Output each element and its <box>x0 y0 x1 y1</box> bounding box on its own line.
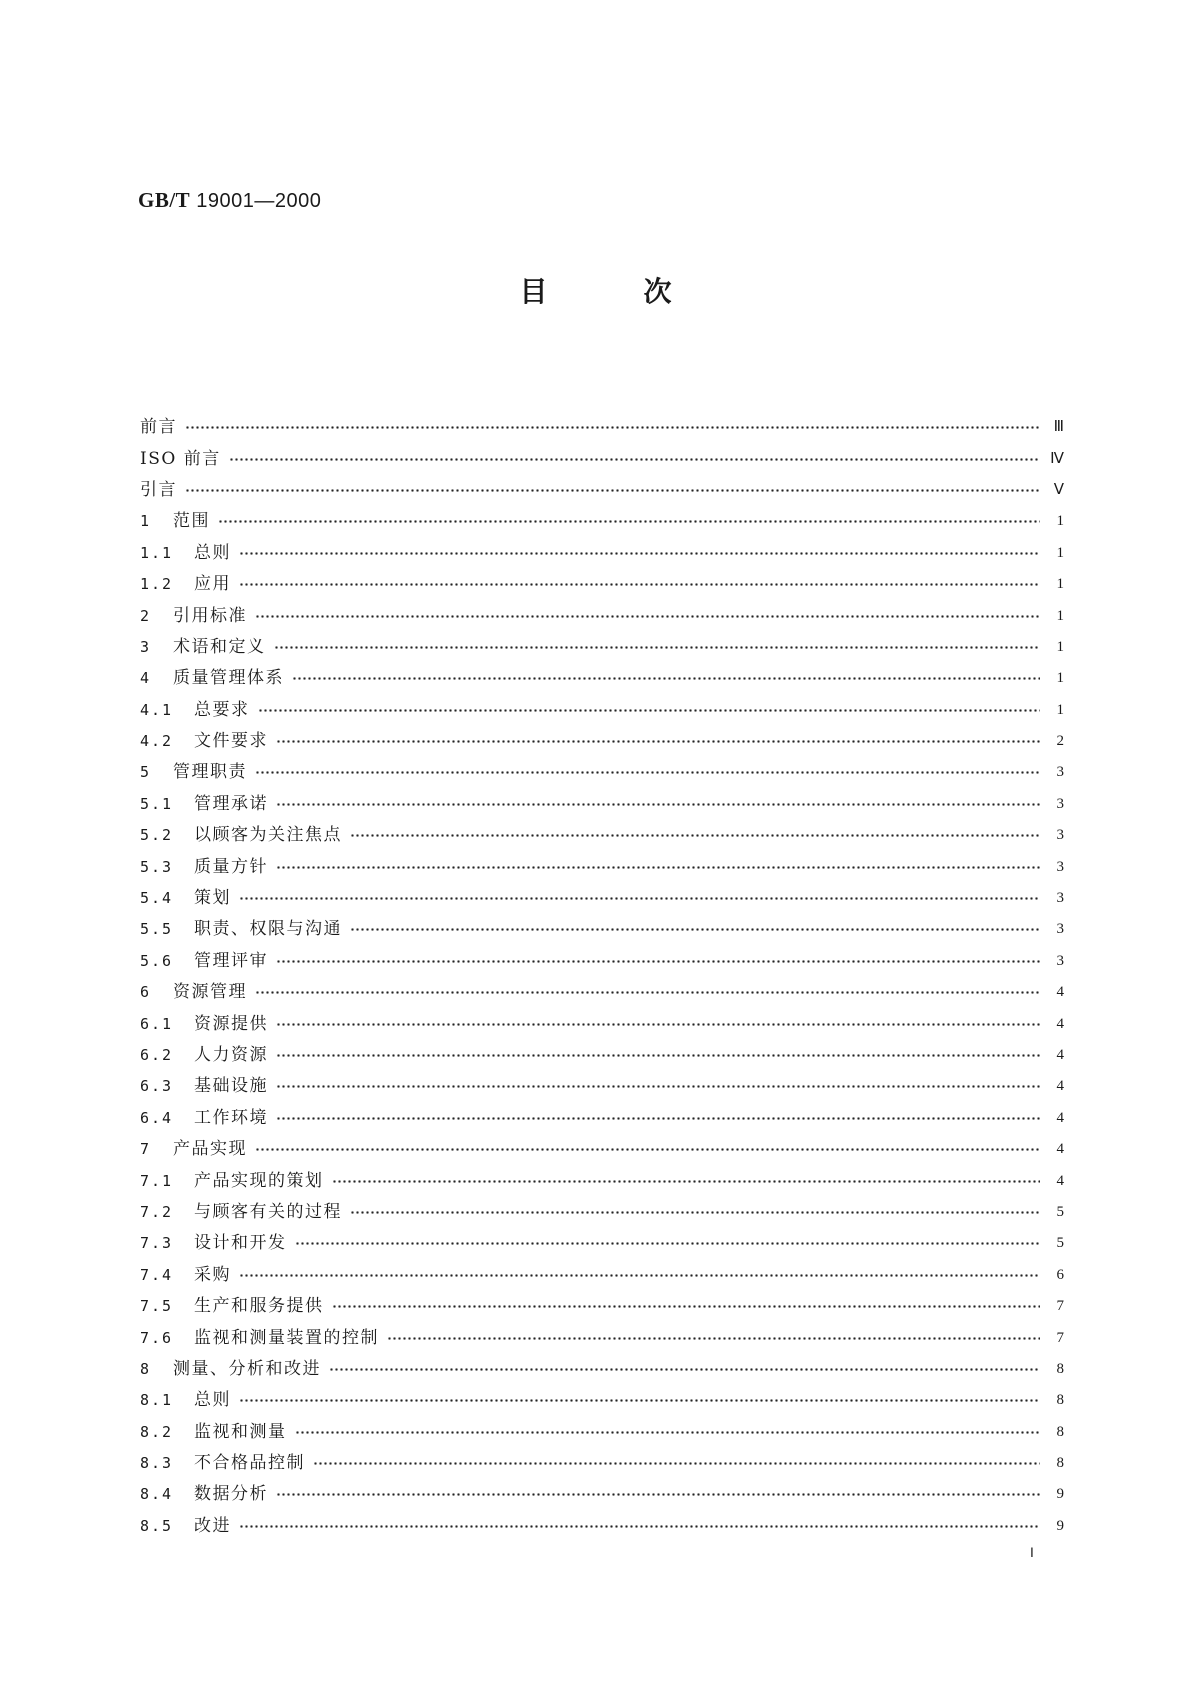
toc-dot-leader <box>276 960 1040 963</box>
toc-entry[interactable] <box>140 1228 1064 1259</box>
toc-entry-page: 9 <box>1056 1517 1064 1534</box>
toc-dot-leader <box>185 426 1040 429</box>
toc-entry-title: 监视和测量 <box>194 1421 287 1442</box>
toc-entry-page: 1 <box>1056 638 1064 655</box>
toc-entry[interactable] <box>140 1008 1064 1039</box>
toc-entry-title: 总则 <box>194 542 231 563</box>
toc-entry[interactable] <box>140 1291 1064 1322</box>
toc-entry-number: 6.1 <box>140 1014 174 1033</box>
toc-entry-title: ISO 前言 <box>140 448 221 469</box>
toc-entry-title: 引用标准 <box>173 605 247 626</box>
toc-entry-title: 以顾客为关注焦点 <box>194 825 342 846</box>
toc-entry[interactable] <box>140 1511 1064 1542</box>
toc-dot-leader <box>276 1054 1040 1057</box>
toc-entry[interactable] <box>140 1040 1064 1071</box>
toc-entry-title: 资源管理 <box>173 982 247 1003</box>
toc-entry-title: 产品实现的策划 <box>194 1170 324 1191</box>
toc-dot-leader <box>295 1242 1041 1245</box>
toc-entry-page: 4 <box>1056 1078 1064 1095</box>
toc-entry[interactable] <box>140 632 1064 663</box>
toc-entry-page: 4 <box>1056 1141 1064 1158</box>
page-title <box>0 275 1191 308</box>
toc-entry-title: 总要求 <box>194 699 250 720</box>
toc-entry-page: 5 <box>1056 1235 1064 1252</box>
toc-entry[interactable] <box>140 506 1064 537</box>
toc-entry-title: 产品实现 <box>173 1139 247 1160</box>
toc-entry-number: 5.3 <box>140 857 174 876</box>
toc-entry-number: 7.6 <box>140 1328 174 1347</box>
toc-entry-page: 3 <box>1056 921 1064 938</box>
toc-entry-page: 8 <box>1056 1360 1064 1377</box>
toc-entry[interactable] <box>140 726 1064 757</box>
toc-entry-number: 7.4 <box>140 1265 174 1284</box>
toc-dot-leader <box>239 552 1040 555</box>
toc-entry-page: 3 <box>1056 952 1064 969</box>
toc-entry-title: 生产和服务提供 <box>194 1296 324 1317</box>
toc-entry-page: 3 <box>1056 827 1064 844</box>
toc-entry-title: 基础设施 <box>194 1076 268 1097</box>
toc-entry-title: 人力资源 <box>194 1045 268 1065</box>
toc-entry-number: 6.2 <box>140 1046 174 1064</box>
toc-dot-leader <box>387 1337 1040 1340</box>
standard-code-number: 19001—2000 <box>190 190 322 212</box>
toc-dot-leader <box>255 1148 1040 1151</box>
standard-code <box>138 188 321 213</box>
toc-entry-number: 4 <box>140 669 152 688</box>
toc-entry[interactable] <box>140 1103 1064 1134</box>
toc-entry-title: 数据分析 <box>194 1484 268 1505</box>
toc-entry[interactable] <box>140 946 1064 977</box>
toc-dot-leader <box>185 489 1040 492</box>
toc-dot-leader <box>350 928 1040 931</box>
toc-entry-title: 管理评审 <box>194 950 268 971</box>
toc-entry-title: 引言 <box>140 479 177 500</box>
toc-entry[interactable] <box>140 1197 1064 1228</box>
toc-entry-page: 4 <box>1056 984 1064 1001</box>
toc-dot-leader <box>313 1462 1040 1465</box>
toc-entry[interactable] <box>140 1479 1064 1510</box>
toc-entry-page: Ⅲ <box>1053 419 1064 436</box>
toc-entry-title: 管理职责 <box>173 762 247 783</box>
toc-entry-page: 4 <box>1056 1172 1064 1189</box>
toc-entry[interactable] <box>140 1417 1064 1448</box>
toc-entry-title: 前言 <box>140 417 177 438</box>
toc-entry-number: 8 <box>140 1359 152 1378</box>
toc-entry-title: 资源提供 <box>194 1013 268 1034</box>
toc-entry-number: 7.1 <box>140 1171 174 1190</box>
toc-dot-leader <box>276 866 1040 869</box>
toc-entry[interactable] <box>140 1071 1064 1102</box>
toc-entry-page: 4 <box>1056 1109 1064 1126</box>
toc-entry-title: 工作环境 <box>194 1107 268 1128</box>
toc-entry-number: 2 <box>140 606 152 625</box>
toc-entry-number: 6.4 <box>140 1108 174 1127</box>
toc-dot-leader <box>239 897 1040 900</box>
toc-entry-number: 1.1 <box>140 543 174 562</box>
toc-entry-page: 4 <box>1056 1015 1064 1032</box>
toc-entry-page: 7 <box>1056 1298 1064 1315</box>
toc-entry[interactable] <box>140 443 1064 474</box>
toc-entry-title: 采购 <box>194 1264 231 1285</box>
toc-entry-page: 2 <box>1056 733 1064 750</box>
toc-entry-number: 5.5 <box>140 920 174 939</box>
toc-dot-leader <box>229 458 1040 461</box>
toc-entry-title: 质量管理体系 <box>173 668 284 689</box>
toc-entry-title: 范围 <box>173 511 210 532</box>
toc-entry-title: 测量、分析和改进 <box>173 1358 321 1379</box>
toc-entry[interactable] <box>140 977 1064 1008</box>
toc-entry-page: 1 <box>1056 513 1064 530</box>
toc-entry[interactable] <box>140 695 1064 726</box>
toc-entry-number: 3 <box>140 637 152 656</box>
toc-dot-leader <box>255 771 1040 774</box>
toc-dot-leader <box>255 991 1040 994</box>
toc-dot-leader <box>239 1274 1040 1277</box>
toc-entry-title: 监视和测量装置的控制 <box>194 1327 379 1348</box>
toc-entry-title: 不合格品控制 <box>194 1453 305 1474</box>
toc-dot-leader <box>255 615 1040 618</box>
toc-entry-number: 6 <box>140 983 152 1002</box>
toc-entry-number: 7.5 <box>140 1297 174 1316</box>
toc-entry[interactable] <box>140 538 1064 569</box>
toc-dot-leader <box>332 1305 1041 1308</box>
toc-entry[interactable] <box>140 600 1064 631</box>
toc-entry-number: 6.3 <box>140 1077 174 1096</box>
toc-entry-page: 8 <box>1056 1392 1064 1409</box>
toc-entry-title: 质量方针 <box>194 856 268 877</box>
toc-entry[interactable] <box>140 475 1064 506</box>
toc-entry-page: 3 <box>1056 795 1064 812</box>
toc-dot-leader <box>350 834 1040 837</box>
toc-entry[interactable] <box>140 412 1064 443</box>
toc-entry-title: 管理承诺 <box>194 793 268 814</box>
toc-entry-title: 改进 <box>194 1515 231 1536</box>
toc-entry-number: 1.2 <box>140 575 174 594</box>
page-number: Ⅰ <box>1030 1545 1034 1560</box>
toc-entry[interactable] <box>140 1385 1064 1416</box>
toc-entry[interactable] <box>140 914 1064 945</box>
table-of-contents <box>140 412 1064 1542</box>
toc-entry-page: 1 <box>1056 670 1064 687</box>
toc-entry-title: 文件要求 <box>194 731 268 752</box>
page-title-char-2: 次 <box>643 275 672 308</box>
toc-entry[interactable] <box>140 820 1064 851</box>
toc-dot-leader <box>332 1180 1041 1183</box>
toc-entry[interactable] <box>140 851 1064 882</box>
toc-entry-number: 5.1 <box>140 794 174 813</box>
toc-entry-page: 1 <box>1056 607 1064 624</box>
toc-entry[interactable] <box>140 1165 1064 1196</box>
toc-entry-page: 8 <box>1056 1423 1064 1440</box>
toc-dot-leader <box>350 1211 1040 1214</box>
toc-dot-leader <box>274 646 1041 649</box>
toc-entry-title: 设计和开发 <box>194 1233 287 1254</box>
standard-code-prefix: GB/T <box>138 188 191 212</box>
toc-entry-number: 4.1 <box>140 700 174 719</box>
toc-entry-page: 5 <box>1056 1203 1064 1220</box>
toc-entry-number: 5.2 <box>140 826 174 845</box>
toc-entry[interactable] <box>140 1322 1064 1353</box>
toc-entry-page: 3 <box>1056 764 1064 781</box>
toc-entry-page: Ⅴ <box>1053 481 1064 498</box>
toc-entry-number: 8.2 <box>140 1422 174 1441</box>
toc-entry[interactable] <box>140 1260 1064 1291</box>
toc-dot-leader <box>276 740 1040 743</box>
toc-entry-page: Ⅳ <box>1050 450 1064 467</box>
toc-entry-page: 8 <box>1056 1455 1064 1472</box>
toc-entry-page: 4 <box>1056 1047 1064 1063</box>
toc-entry-page: 1 <box>1056 576 1064 593</box>
toc-entry[interactable] <box>140 1448 1064 1479</box>
toc-dot-leader <box>276 1085 1040 1088</box>
toc-dot-leader <box>276 803 1040 806</box>
toc-dot-leader <box>239 583 1040 586</box>
toc-entry[interactable] <box>140 1134 1064 1165</box>
toc-entry-number: 1 <box>140 512 152 531</box>
toc-entry-page: 3 <box>1056 858 1064 875</box>
toc-entry-page: 1 <box>1056 544 1064 561</box>
toc-entry-number: 5 <box>140 763 152 782</box>
toc-entry-number: 7.2 <box>140 1202 174 1221</box>
toc-entry-title: 总则 <box>194 1390 231 1411</box>
toc-dot-leader <box>295 1431 1041 1434</box>
toc-entry-title: 策划 <box>194 888 231 909</box>
toc-entry[interactable] <box>140 663 1064 694</box>
toc-entry-page: 3 <box>1056 890 1064 907</box>
toc-entry-title: 职责、权限与沟通 <box>194 919 342 940</box>
toc-entry[interactable] <box>140 1354 1064 1385</box>
toc-dot-leader <box>239 1525 1040 1528</box>
toc-entry-page: 1 <box>1056 701 1064 718</box>
toc-entry[interactable] <box>140 569 1064 600</box>
toc-entry-page: 6 <box>1056 1266 1064 1283</box>
toc-dot-leader <box>292 677 1040 680</box>
toc-dot-leader <box>276 1117 1040 1120</box>
toc-entry-number: 5.4 <box>140 889 174 908</box>
toc-entry-number: 8.1 <box>140 1391 174 1410</box>
toc-entry-number: 8.5 <box>140 1516 174 1535</box>
toc-entry[interactable] <box>140 789 1064 820</box>
toc-dot-leader <box>218 520 1040 523</box>
toc-entry[interactable] <box>140 757 1064 788</box>
toc-entry-number: 5.6 <box>140 951 174 970</box>
toc-entry-number: 7.3 <box>140 1234 174 1253</box>
toc-dot-leader <box>276 1493 1040 1496</box>
toc-entry-number: 8.4 <box>140 1485 174 1504</box>
toc-entry-number: 7 <box>140 1140 152 1159</box>
toc-dot-leader <box>329 1368 1040 1371</box>
toc-entry-title: 术语和定义 <box>173 636 266 657</box>
toc-dot-leader <box>276 1023 1040 1026</box>
toc-entry-number: 4.2 <box>140 732 174 751</box>
toc-entry-page: 7 <box>1056 1329 1064 1346</box>
toc-entry-page: 9 <box>1056 1486 1064 1503</box>
toc-entry-number: 8.3 <box>140 1454 174 1473</box>
toc-entry-title: 应用 <box>194 574 231 595</box>
toc-entry-title: 与顾客有关的过程 <box>194 1201 342 1222</box>
toc-dot-leader <box>258 709 1041 712</box>
toc-dot-leader <box>239 1399 1040 1402</box>
page-title-char-1: 目 <box>519 275 548 308</box>
toc-entry[interactable] <box>140 883 1064 914</box>
